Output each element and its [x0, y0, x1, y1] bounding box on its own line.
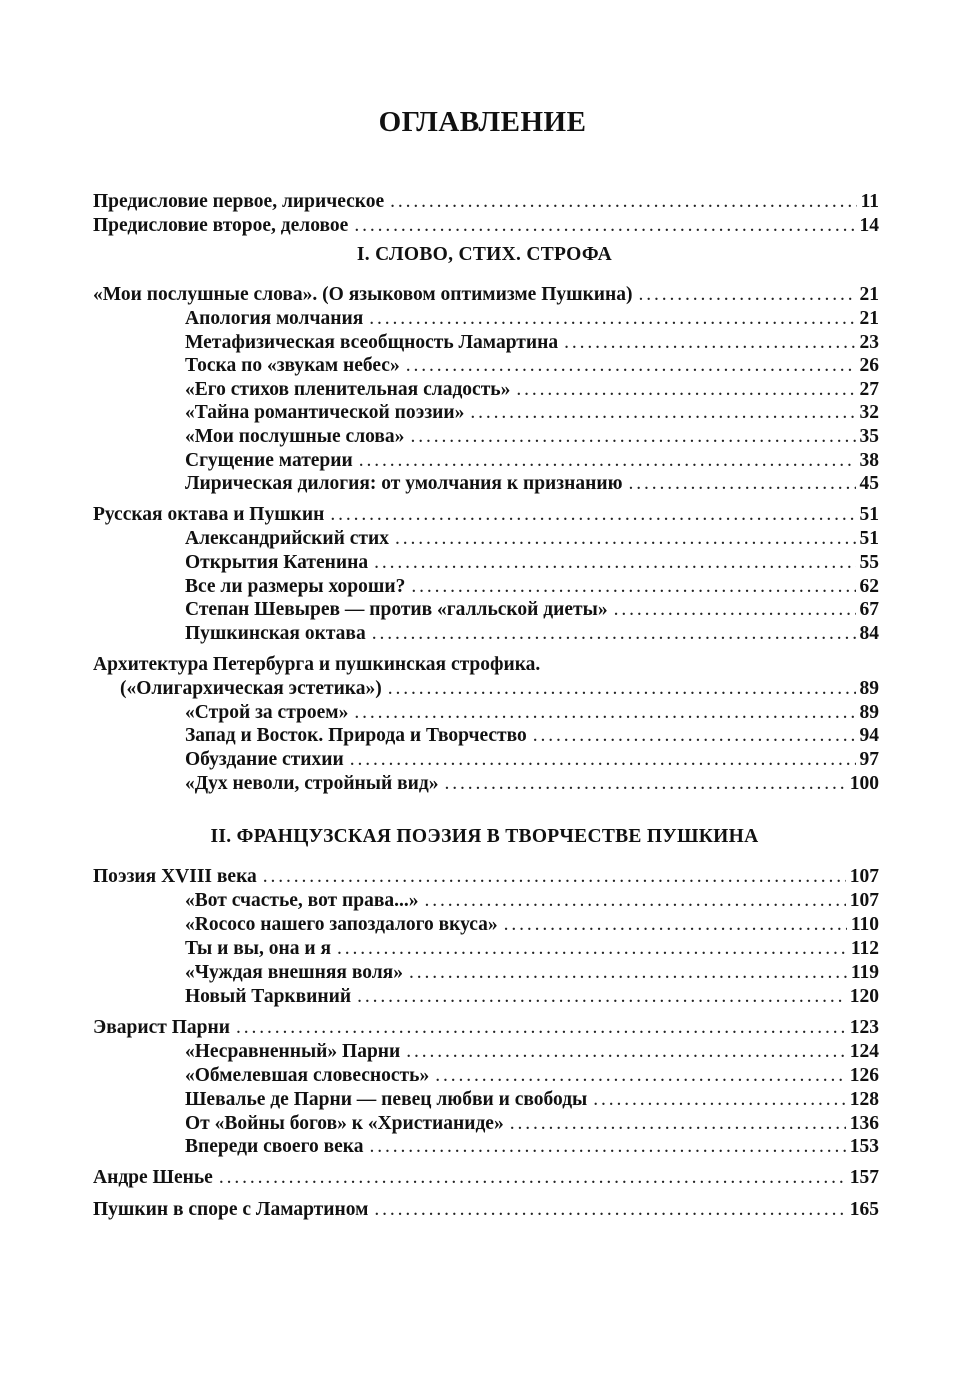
entry-label: Запад и Восток. Природа и Творчество — [185, 725, 527, 746]
dot-leader — [354, 701, 855, 725]
dot-leader — [372, 622, 856, 646]
section-heading-1: I. СЛОВО, СТИХ. СТРОФА — [356, 244, 613, 265]
page-number: 119 — [850, 962, 879, 983]
page-number: 67 — [859, 599, 879, 620]
toc-chapter[interactable] — [0, 283, 969, 307]
page-number: 45 — [859, 473, 879, 494]
dot-leader — [374, 1198, 845, 1222]
entry-label: Ты и вы, она и я — [185, 938, 332, 959]
dot-leader — [409, 961, 847, 985]
entry-label: Обуздание стихии — [185, 749, 344, 770]
page-number: 55 — [859, 552, 879, 573]
page-number: 35 — [859, 426, 879, 447]
page-number: 62 — [859, 576, 879, 597]
toc-subentry[interactable] — [0, 472, 969, 496]
entry-label: «Вот счастье, вот права...» — [185, 890, 419, 911]
toc-subentry[interactable] — [0, 425, 969, 449]
toc-subentry[interactable] — [0, 307, 969, 331]
page-number: 100 — [849, 773, 879, 794]
entry-label: Александрийский стих — [185, 528, 389, 549]
toc-subentry[interactable] — [0, 575, 969, 599]
dot-leader — [510, 1112, 846, 1136]
dot-leader — [395, 527, 856, 551]
toc-subentry[interactable] — [0, 1064, 969, 1088]
page-number: 94 — [859, 725, 879, 746]
page-number: 89 — [859, 702, 879, 723]
toc-subentry[interactable] — [0, 961, 969, 985]
entry-label: Новый Тарквиний — [185, 986, 352, 1007]
entry-label: Пушкин в споре с Ламартином — [93, 1199, 369, 1220]
entry-label: «Rococo нашего запоздалого вкуса» — [185, 914, 498, 935]
dot-leader — [350, 748, 856, 772]
toc-subentry[interactable] — [0, 724, 969, 748]
page-number: 123 — [849, 1017, 879, 1038]
toc-subentry[interactable] — [0, 622, 969, 646]
toc-subentry[interactable] — [0, 378, 969, 402]
entry-label: Тоска по «звукам небес» — [185, 355, 400, 376]
entry-label: Пушкинская октава — [185, 623, 366, 644]
toc-subentry[interactable] — [0, 354, 969, 378]
entry-label: «Строй за строем» — [185, 702, 349, 723]
page-number: 51 — [859, 528, 879, 549]
toc-subentry[interactable] — [0, 772, 969, 796]
dot-leader — [406, 354, 856, 378]
page-number: 97 — [859, 749, 879, 770]
dot-leader — [330, 503, 855, 527]
page-number: 136 — [849, 1113, 879, 1134]
dot-leader — [445, 772, 846, 796]
toc-subentry[interactable] — [0, 889, 969, 913]
page-number: 23 — [859, 332, 879, 353]
toc-subentry[interactable] — [0, 449, 969, 473]
page-number: 38 — [859, 450, 879, 471]
entry-label: Впереди своего века — [185, 1136, 364, 1157]
toc-chapter-title-line: Архитектура Петербурга и пушкинская строфика. — [93, 654, 541, 675]
entry-label: Андре Шенье — [93, 1167, 213, 1188]
toc-chapter[interactable] — [0, 1166, 969, 1190]
dot-leader — [470, 401, 855, 425]
entry-label: «Его стихов пленительная сладость» — [185, 379, 511, 400]
dot-leader — [564, 331, 855, 355]
page-number: 14 — [859, 215, 879, 236]
toc-entry-preface-1[interactable] — [0, 190, 969, 214]
entry-label: Предисловие первое, лирическое — [93, 191, 385, 212]
entry-label: «Обмелевшая словесность» — [185, 1065, 430, 1086]
dot-leader — [628, 472, 855, 496]
page-number: 128 — [849, 1089, 879, 1110]
toc-subentry[interactable] — [0, 551, 969, 575]
entry-label: «Дух неволи, стройный вид» — [185, 773, 439, 794]
dot-leader — [614, 598, 856, 622]
dot-leader — [533, 724, 856, 748]
dot-leader — [411, 575, 855, 599]
dot-leader — [219, 1166, 846, 1190]
entry-label: Предисловие второе, деловое — [93, 215, 349, 236]
dot-leader — [435, 1064, 846, 1088]
page-number: 89 — [859, 678, 879, 699]
dot-leader — [516, 378, 855, 402]
dot-leader — [236, 1016, 846, 1040]
entry-label: («Олигархическая эстетика») — [120, 678, 382, 699]
dot-leader — [390, 190, 856, 214]
toc-subentry[interactable] — [0, 1088, 969, 1112]
dot-leader — [369, 307, 855, 331]
dot-leader — [388, 677, 856, 701]
dot-leader — [369, 1135, 845, 1159]
entry-label: «Мои послушные слова» — [185, 426, 405, 447]
toc-chapter[interactable] — [0, 677, 969, 701]
entry-label: Метафизическая всеобщность Ламартина — [185, 332, 559, 353]
toc-chapter[interactable] — [0, 1198, 969, 1222]
toc-subentry[interactable] — [0, 913, 969, 937]
page-number: 153 — [849, 1136, 879, 1157]
dot-leader — [410, 425, 855, 449]
page-number: 32 — [859, 402, 879, 423]
page-number: 126 — [849, 1065, 879, 1086]
dot-leader — [425, 889, 846, 913]
entry-label: Степан Шевырев — против «галльской диеты» — [185, 599, 608, 620]
dot-leader — [639, 283, 856, 307]
toc-subentry[interactable] — [0, 1112, 969, 1136]
dot-leader — [357, 985, 846, 1009]
entry-label: Эварист Парни — [93, 1017, 230, 1038]
page-number: 124 — [849, 1041, 879, 1062]
dot-leader — [374, 551, 855, 575]
toc-subentry[interactable] — [0, 1040, 969, 1064]
dot-leader — [359, 449, 856, 473]
page-number: 21 — [859, 308, 879, 329]
toc-subentry[interactable] — [0, 527, 969, 551]
page-number: 11 — [860, 191, 879, 212]
entry-label: Сгущение материи — [185, 450, 353, 471]
dot-leader — [354, 214, 855, 238]
toc-subentry[interactable] — [0, 701, 969, 725]
entry-label: «Несравненный» Парни — [185, 1041, 401, 1062]
page-number: 21 — [859, 284, 879, 305]
dot-leader — [263, 865, 846, 889]
dot-leader — [504, 913, 847, 937]
page-number: 110 — [850, 914, 879, 935]
page-number: 112 — [850, 938, 879, 959]
page-number: 51 — [859, 504, 879, 525]
page-number: 84 — [859, 623, 879, 644]
entry-label: Шевалье де Парни — певец любви и свободы — [185, 1089, 588, 1110]
toc-subentry[interactable] — [0, 985, 969, 1009]
page-number: 27 — [859, 379, 879, 400]
entry-label: «Мои послушные слова». (О языковом оптимизме Пушкина) — [93, 284, 633, 305]
dot-leader — [337, 937, 847, 961]
section-heading-2: II. ФРАНЦУЗСКАЯ ПОЭЗИЯ В ТВОРЧЕСТВЕ ПУШКИНА — [210, 826, 759, 847]
toc-chapter[interactable] — [0, 865, 969, 889]
toc-subentry[interactable] — [0, 598, 969, 622]
toc-subentry[interactable] — [0, 937, 969, 961]
toc-chapter[interactable] — [0, 1016, 969, 1040]
entry-label: Русская октава и Пушкин — [93, 504, 325, 525]
page-title: ОГЛАВЛЕНИЕ — [378, 106, 587, 138]
entry-label: «Чуждая внешняя воля» — [185, 962, 403, 983]
dot-leader — [593, 1088, 845, 1112]
page-number: 157 — [849, 1167, 879, 1188]
entry-label: Лирическая дилогия: от умолчания к признанию — [185, 473, 623, 494]
toc-subentry[interactable] — [0, 331, 969, 355]
entry-label: Открытия Катенина — [185, 552, 369, 573]
toc-subentry[interactable] — [0, 1135, 969, 1159]
toc-chapter[interactable] — [0, 503, 969, 527]
entry-label: Все ли размеры хороши? — [185, 576, 406, 597]
toc-subentry[interactable] — [0, 748, 969, 772]
page-number: 165 — [849, 1199, 879, 1220]
page-number: 26 — [859, 355, 879, 376]
page-number: 107 — [849, 890, 879, 911]
page-number: 120 — [849, 986, 879, 1007]
toc-subentry[interactable] — [0, 401, 969, 425]
dot-leader — [406, 1040, 845, 1064]
toc-entry-preface-2[interactable] — [0, 214, 969, 238]
entry-label: Апология молчания — [185, 308, 364, 329]
entry-label: «Тайна романтической поэзии» — [185, 402, 465, 423]
page-number: 107 — [849, 866, 879, 887]
entry-label: От «Войны богов» к «Христианиде» — [185, 1113, 504, 1134]
entry-label: Поэзия XVIII века — [93, 866, 257, 887]
